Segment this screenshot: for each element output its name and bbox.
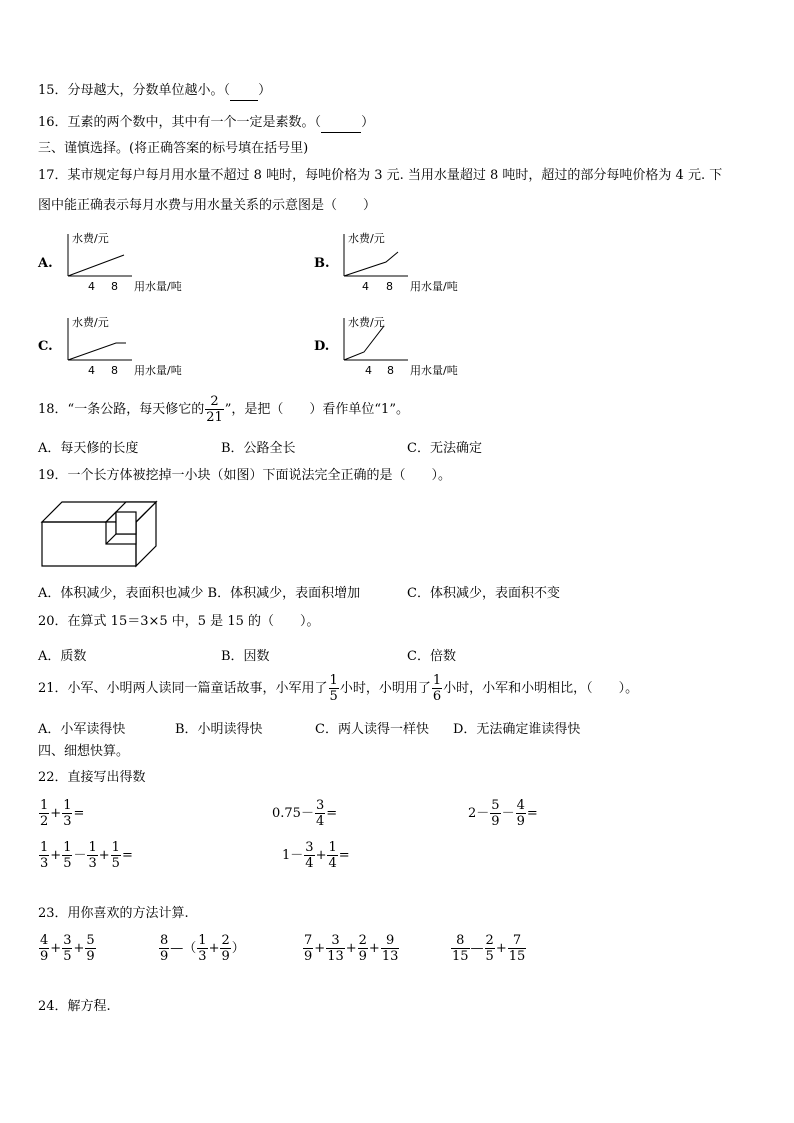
y-axis-label: 水费/元 bbox=[72, 316, 109, 329]
tick-8: 8 bbox=[386, 280, 393, 293]
q18-option-c[interactable]: C．无法确定 bbox=[407, 441, 482, 456]
option-a-label[interactable]: A. bbox=[38, 256, 53, 271]
tick-4: 4 bbox=[362, 280, 369, 293]
question-17-line2: 图中能正确表示每月水费与用水量关系的示意图是（ ） bbox=[38, 198, 377, 213]
question-17-line1: 17．某市规定每户每月用水量不超过 8 吨时，每吨价格为 3 元. 当用水量超过 8 吨时，超过的部分每吨价格为 4 元. 下 bbox=[38, 168, 723, 183]
tick-8: 8 bbox=[111, 280, 118, 293]
tick-4: 4 bbox=[365, 364, 372, 377]
question-20: 20．在算式 15＝3×5 中，5 是 15 的（ ）。 bbox=[38, 614, 320, 629]
question-19: 19．一个长方体被挖掉一小块（如图）下面说法完全正确的是（ ）。 bbox=[38, 468, 452, 483]
x-axis-label: 用水量/吨 bbox=[410, 280, 458, 293]
expr-22-5: 1－ $\frac{3}{4}$ + $\frac{1}{4}$ = bbox=[282, 840, 350, 871]
y-axis-label: 水费/元 bbox=[72, 232, 109, 245]
expr-23-2: $\frac{8}{9}$ —（ $\frac{1}{3}$ + $\frac{2}{9}$ ） bbox=[160, 933, 245, 964]
expr-23-1: $\frac{4}{9}$ + $\frac{3}{5}$ + $\frac{5}{9}$ bbox=[40, 933, 95, 964]
tick-8: 8 bbox=[387, 364, 394, 377]
q21-option-c[interactable]: C．两人读得一样快 bbox=[315, 722, 429, 737]
fraction-1-5: $\frac{1}{5}$ bbox=[329, 673, 338, 704]
option-c-graph bbox=[60, 312, 200, 382]
question-21: 21．小军、小明两人读同一篇童话故事，小军用了 $\frac{1}{5}$ 小时，小明用了 $\frac{1}{6}$ 小时，小军和小明相比，（ ）。 bbox=[38, 673, 639, 704]
expr-22-4: $\frac{1}{3}$ + $\frac{1}{5}$ － $\frac{1}{3}$ + $\frac{1}{5}$ = bbox=[40, 840, 133, 871]
y-axis-label: 水费/元 bbox=[348, 232, 385, 245]
answer-blank[interactable] bbox=[230, 82, 258, 101]
option-b-graph bbox=[336, 228, 476, 298]
section-4-heading: 四、细想快算。 bbox=[38, 744, 130, 759]
question-24-title: 24．解方程. bbox=[38, 999, 111, 1014]
q19-option-ab[interactable]: A．体积减少，表面积也减少 B．体积减少，表面积增加 bbox=[38, 586, 361, 601]
q18-option-a[interactable]: A．每天修的长度 bbox=[38, 441, 139, 456]
q20-option-c[interactable]: C．倍数 bbox=[407, 649, 456, 664]
q20-option-b[interactable]: B．因数 bbox=[221, 649, 270, 664]
option-a-graph bbox=[60, 228, 200, 298]
tick-4: 4 bbox=[88, 280, 95, 293]
tick-8: 8 bbox=[111, 364, 118, 377]
option-c-label[interactable]: C. bbox=[38, 339, 53, 354]
q19-option-c[interactable]: C．体积减少，表面积不变 bbox=[407, 586, 560, 601]
expr-23-3: $\frac{7}{9}$ + $\frac{3}{13}$ + $\frac{2}{9}$ + $\frac{9}{13}$ bbox=[304, 933, 399, 964]
q20-option-a[interactable]: A．质数 bbox=[38, 649, 87, 664]
x-axis-label: 用水量/吨 bbox=[410, 364, 458, 377]
cuboid-figure bbox=[40, 498, 160, 568]
x-axis-label: 用水量/吨 bbox=[134, 280, 182, 293]
q18-option-b[interactable]: B．公路全长 bbox=[221, 441, 296, 456]
option-d-graph bbox=[336, 312, 476, 382]
x-axis-label: 用水量/吨 bbox=[134, 364, 182, 377]
expr-22-1: $\frac{1}{2}$ + $\frac{1}{3}$ = bbox=[40, 798, 85, 829]
question-23-title: 23．用你喜欢的方法计算. bbox=[38, 906, 189, 921]
question-22-title: 22．直接写出得数 bbox=[38, 770, 146, 785]
question-18: 18．“一条公路，每天修它的 $\frac{2}{21}$ ”，是把（ ）看作单位“1”。 bbox=[38, 394, 409, 425]
fraction-2-21: $\frac{2}{21}$ bbox=[206, 394, 223, 425]
question-16: 16．互素的两个数中，其中有一个一定是素数。（ ） bbox=[38, 114, 374, 133]
expr-23-4: $\frac{8}{15}$ — $\frac{2}{5}$ + $\frac{7}{15}$ bbox=[452, 933, 526, 964]
answer-blank[interactable] bbox=[321, 114, 361, 133]
expr-22-2: 0.75－ $\frac{3}{4}$ = bbox=[272, 798, 338, 829]
q21-option-a[interactable]: A．小军读得快 bbox=[38, 722, 126, 737]
q21-option-d[interactable]: D．无法确定谁读得快 bbox=[453, 722, 581, 737]
fraction-1-6: $\frac{1}{6}$ bbox=[432, 673, 442, 704]
expr-22-3: 2－ $\frac{5}{9}$ － $\frac{4}{9}$ = bbox=[468, 798, 538, 829]
tick-4: 4 bbox=[88, 364, 95, 377]
q21-option-b[interactable]: B．小明读得快 bbox=[175, 722, 263, 737]
y-axis-label: 水费/元 bbox=[348, 316, 385, 329]
option-b-label[interactable]: B. bbox=[314, 256, 330, 271]
section-3-heading: 三、谨慎选择。(将正确答案的标号填在括号里) bbox=[38, 141, 309, 156]
option-d-label[interactable]: D. bbox=[314, 339, 330, 354]
question-15: 15．分母越大，分数单位越小。（ ） bbox=[38, 82, 271, 101]
